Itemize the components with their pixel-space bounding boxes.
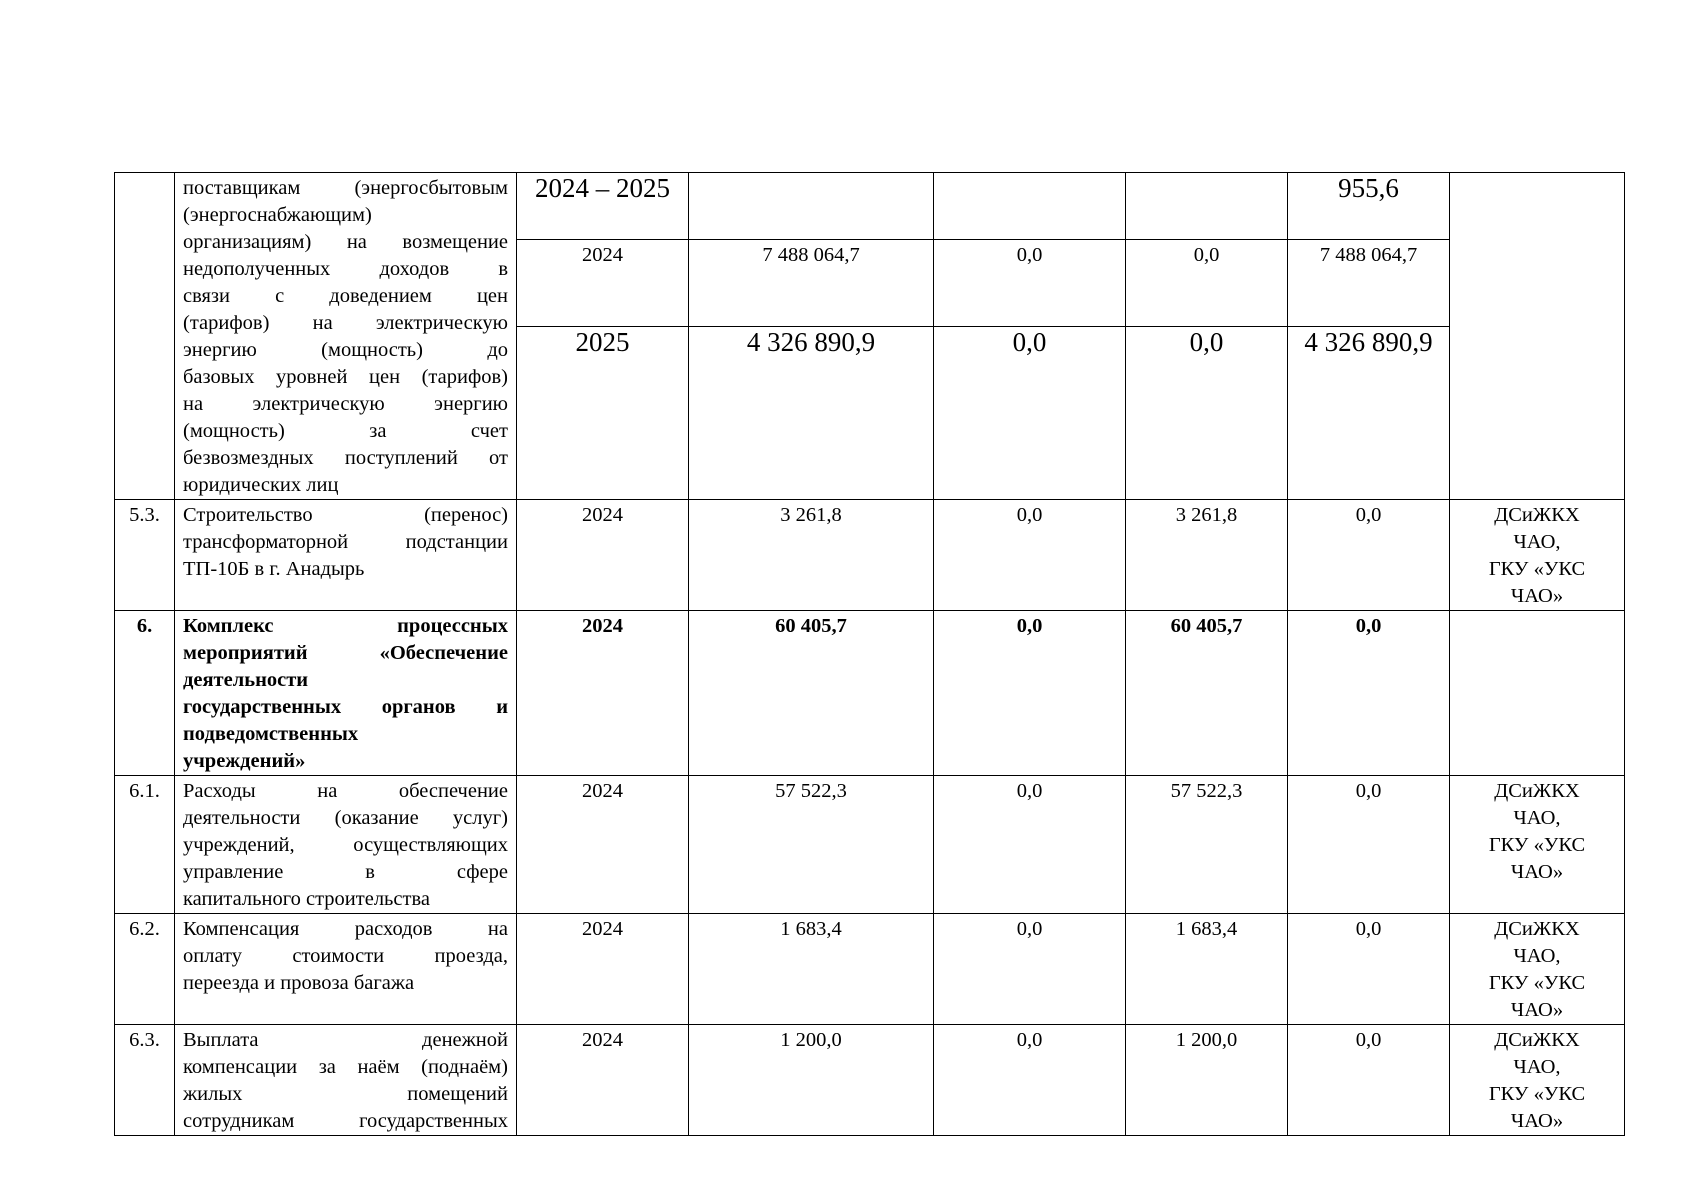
desc-line: (мощность) за счет: [183, 420, 508, 442]
executor-cell: [1450, 776, 1625, 914]
value-cell: 0,0: [1126, 239, 1288, 327]
desc-line: на электрическую энергию: [183, 393, 508, 415]
desc-line: переезда и провоза багажа: [183, 972, 415, 994]
desc-line: капитального строительства: [183, 888, 430, 910]
value-cell: 0,0: [934, 500, 1126, 611]
executor-line: ЧАО,: [1513, 1056, 1561, 1078]
value-cell: 57 522,3: [1126, 776, 1288, 914]
desc-line: безвозмездных поступлений от: [183, 447, 508, 469]
value-cell: [934, 173, 1126, 240]
desc-line: Комплекс процессных: [183, 615, 508, 637]
row-number: 6.3.: [115, 1025, 175, 1136]
executor-line: ГКУ «УКС: [1488, 1083, 1586, 1105]
executor-line: ДСиЖКХ: [1494, 780, 1580, 802]
desc-line: (энергоснабжающим): [183, 204, 372, 226]
year-cell: 2024: [517, 776, 689, 914]
executor-line: ДСиЖКХ: [1494, 1029, 1580, 1051]
executor-line: ГКУ «УКС: [1488, 834, 1586, 856]
executor-line: ЧАО,: [1513, 531, 1561, 553]
row-number: 6.2.: [115, 914, 175, 1025]
desc-line: Компенсация расходов на: [183, 918, 508, 940]
executor-line: ЧАО»: [1510, 1110, 1564, 1132]
total-cell: 1 200,0: [689, 1025, 934, 1136]
row-description: [175, 611, 517, 776]
value-cell: 0,0: [1288, 611, 1450, 776]
executor-cell: [1450, 500, 1625, 611]
desc-line: деятельности: [183, 669, 309, 691]
year-cell: 2025: [517, 327, 689, 500]
desc-line: жилых помещений: [183, 1083, 508, 1105]
value-cell: 60 405,7: [1126, 611, 1288, 776]
desc-line: связи с доведением цен: [183, 285, 508, 307]
value-cell: 3 261,8: [1126, 500, 1288, 611]
row-description: [175, 1025, 517, 1136]
desc-line: Расходы на обеспечение: [183, 780, 508, 802]
executor-line: ГКУ «УКС: [1488, 972, 1586, 994]
desc-line: Строительство (перенос): [183, 504, 508, 526]
table-row: [115, 611, 1625, 776]
total-cell: 60 405,7: [689, 611, 934, 776]
desc-line: (тарифов) на электрическую: [183, 312, 508, 334]
desc-line: мероприятий «Обеспечение: [183, 642, 508, 664]
executor-line: ЧАО»: [1510, 999, 1564, 1021]
executor-line: ЧАО,: [1513, 945, 1561, 967]
executor-line: ДСиЖКХ: [1494, 918, 1580, 940]
year-cell: 2024: [517, 239, 689, 327]
table-row: [115, 173, 1625, 240]
row-description: [175, 173, 517, 500]
row-number: 5.3.: [115, 500, 175, 611]
executor-line: ЧАО»: [1510, 585, 1564, 607]
row-number: [115, 173, 175, 500]
value-cell: 0,0: [934, 239, 1126, 327]
value-cell: 0,0: [934, 327, 1126, 500]
total-cell: [689, 173, 934, 240]
value-cell: 0,0: [1126, 327, 1288, 500]
year-cell: 2024: [517, 914, 689, 1025]
desc-line: энергию (мощность) до: [183, 339, 508, 361]
desc-line: государственных органов и: [183, 696, 508, 718]
executor-line: ЧАО,: [1513, 807, 1561, 829]
desc-line: ТП-10Б в г. Анадырь: [183, 558, 365, 580]
desc-line: сотрудникам государственных: [183, 1110, 508, 1132]
value-cell: 0,0: [934, 776, 1126, 914]
total-cell: 3 261,8: [689, 500, 934, 611]
executor-line: ЧАО»: [1510, 861, 1564, 883]
value-cell: 0,0: [1288, 776, 1450, 914]
desc-line: недополученных доходов в: [183, 258, 508, 280]
value-cell: 0,0: [934, 611, 1126, 776]
value-cell: 0,0: [1288, 1025, 1450, 1136]
value-cell: 7 488 064,7: [1288, 239, 1450, 327]
value-cell: 955,6: [1288, 173, 1450, 240]
value-cell: 4 326 890,9: [1288, 327, 1450, 500]
row-number: 6.1.: [115, 776, 175, 914]
desc-line: учреждений, осуществляющих: [183, 834, 508, 856]
total-cell: 4 326 890,9: [689, 327, 934, 500]
desc-line: Выплата денежной: [183, 1029, 508, 1051]
row-description: [175, 776, 517, 914]
year-cell: 2024 – 2025: [517, 173, 689, 240]
desc-line: юридических лиц: [183, 474, 339, 496]
desc-line: базовых уровней цен (тарифов): [183, 366, 508, 388]
value-cell: 0,0: [1288, 914, 1450, 1025]
value-cell: 1 683,4: [1126, 914, 1288, 1025]
total-cell: 57 522,3: [689, 776, 934, 914]
table-row: [115, 914, 1625, 1025]
value-cell: [1126, 173, 1288, 240]
total-cell: 7 488 064,7: [689, 239, 934, 327]
value-cell: 0,0: [934, 1025, 1126, 1136]
table-row: [115, 776, 1625, 914]
year-cell: 2024: [517, 611, 689, 776]
row-description: [175, 500, 517, 611]
desc-line: оплату стоимости проезда,: [183, 945, 508, 967]
executor-cell: [1450, 611, 1625, 776]
executor-cell: [1450, 914, 1625, 1025]
year-cell: 2024: [517, 500, 689, 611]
desc-line: организациям) на возмещение: [183, 231, 508, 253]
desc-line: поставщикам (энергосбытовым: [183, 177, 508, 199]
budget-table: [114, 172, 1625, 1136]
executor-line: ДСиЖКХ: [1494, 504, 1580, 526]
desc-line: учреждений»: [183, 750, 306, 772]
value-cell: 0,0: [1288, 500, 1450, 611]
value-cell: 1 200,0: [1126, 1025, 1288, 1136]
desc-line: деятельности (оказание услуг): [183, 807, 508, 829]
desc-line: компенсации за наём (поднаём): [183, 1056, 508, 1078]
executor-line: ГКУ «УКС: [1488, 558, 1586, 580]
desc-line: подведомственных: [183, 723, 359, 745]
row-description: [175, 914, 517, 1025]
executor-cell: [1450, 173, 1625, 500]
year-cell: 2024: [517, 1025, 689, 1136]
row-number: 6.: [115, 611, 175, 776]
table-row: [115, 500, 1625, 611]
desc-line: трансформаторной подстанции: [183, 531, 508, 553]
value-cell: 0,0: [934, 914, 1126, 1025]
total-cell: 1 683,4: [689, 914, 934, 1025]
desc-line: управление в сфере: [183, 861, 508, 883]
table-row: [115, 1025, 1625, 1136]
executor-cell: [1450, 1025, 1625, 1136]
